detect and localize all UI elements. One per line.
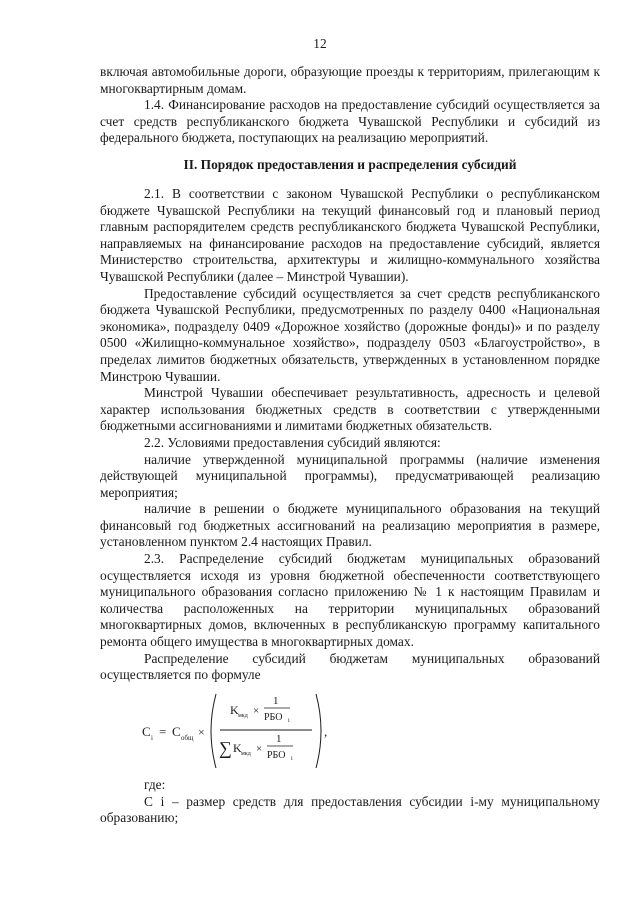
formula-den-times: ×	[256, 743, 263, 755]
paragraph-ci-definition: C i – размер средств для предоставления субсидии i-му муниципальному образованию;	[100, 793, 600, 826]
formula-num-k: K	[230, 703, 239, 717]
section-2-body	[100, 186, 600, 684]
formula-svg	[140, 690, 340, 772]
formula-num-rbo-sub: i	[288, 718, 290, 724]
formula-num-rbo: РБО	[264, 712, 283, 723]
paragraph-minstroy: Минстрой Чувашии обеспечивает результативность, адресность и целевой характер использования бюджетных средств в соответствии с утвержденными бюджетными ассигнованиями и лимитами бюджетных обязательств.	[100, 385, 600, 434]
paragraph-2-1: 2.1. В соответствии с законом Чувашской Республики о республиканском бюджете Чувашской Республики на текущий финансовый год и плановый период главным распорядителем средств республиканского бюджета Чувашской Республики, направляемых на финансирование расходов на предоставление субсидий, является Министерство строительства, архитектуры и жилищно-коммунального хозяйства Чувашской Республики (далее – Минстрой Чувашии).	[100, 186, 600, 284]
formula-comma: ,	[324, 724, 328, 739]
paragraph-condition-2: наличие в решении о бюджете муниципального образования на текущий финансовый год бюджетных ассигнований на реализацию мероприятия в размере, установленном пунктом 2.4 настоящих Правил.	[100, 501, 600, 550]
formula-paren-left	[211, 694, 216, 768]
paragraph-condition-1: наличие утвержденной муниципальной программы (наличие изменения действующей муниципальной программы), предусматривающей реализацию мероприятия;	[100, 451, 600, 500]
paragraph-continuation: включая автомобильные дороги, образующие проезды к территориям, прилегающим к многоквартирным домам.	[100, 64, 600, 96]
subsidy-formula	[140, 690, 340, 772]
page-number: 12	[313, 36, 327, 51]
formula-num-k-sub: мкд	[238, 713, 248, 719]
paragraph-formula-intro: Распределение субсидий бюджетам муниципальных образований осуществляется по формуле	[100, 650, 600, 683]
paragraph-1-4: 1.4. Финансирование расходов на предоставление субсидий осуществляется за счет средств республиканского бюджета Чувашской Республики и субсидий из федерального бюджета, поступающих на реализацию мероприятий.	[100, 97, 600, 146]
formula-den-rbo: РБО	[267, 750, 286, 761]
formula-c-total-sub: общ	[181, 734, 194, 742]
formula-lhs-sub: i	[151, 734, 153, 742]
paragraph-where: где:	[144, 777, 166, 792]
intro-block	[100, 64, 600, 147]
formula-equals: =	[159, 724, 167, 739]
paragraph-2-3: 2.3. Распределение субсидий бюджетам муниципальных образований осуществляется исходя из уровня бюджетной обеспеченности соответствующего муниципального образования согласно приложению № 1 к настоящим Правилам и количества расположенных на территории муниципальных образований многоквартирных домов, включенных в республиканскую программу капитального ремонта общего имущества в многоквартирных домах.	[100, 551, 600, 650]
formula-c-total: C	[172, 724, 181, 739]
definitions-block	[100, 777, 600, 827]
formula-times-outer: ×	[198, 725, 205, 739]
formula-den-rbo-sub: i	[291, 756, 293, 762]
formula-num-times: ×	[253, 705, 260, 717]
formula-paren-right	[316, 694, 321, 768]
section-heading: II. Порядок предоставления и распределения субсидий	[183, 157, 517, 172]
paragraph-provision: Предоставление субсидий осуществляется за счет средств республиканского бюджета Чувашской Республики, предусмотренных по разделу 0400 «Национальная экономика», подразделу 0409 «Дорожное хозяйство (дорожные фонды)» и по разделу 0500 «Жилищно-коммунальное хозяйство», подразделу 0503 «Благоустройство», в пределах лимитов бюджетных обязательств, утвержденных в установленном порядке Минстрою Чувашии.	[100, 285, 600, 384]
formula-den-k: K	[233, 741, 242, 755]
formula-sigma: ∑	[219, 738, 232, 758]
formula-den-one: 1	[276, 733, 282, 745]
formula-num-one: 1	[273, 695, 279, 707]
paragraph-2-2: 2.2. Условиями предоставления субсидий являются:	[144, 434, 441, 450]
formula-lhs: C	[142, 724, 151, 739]
formula-den-k-sub: мкд	[241, 751, 251, 757]
